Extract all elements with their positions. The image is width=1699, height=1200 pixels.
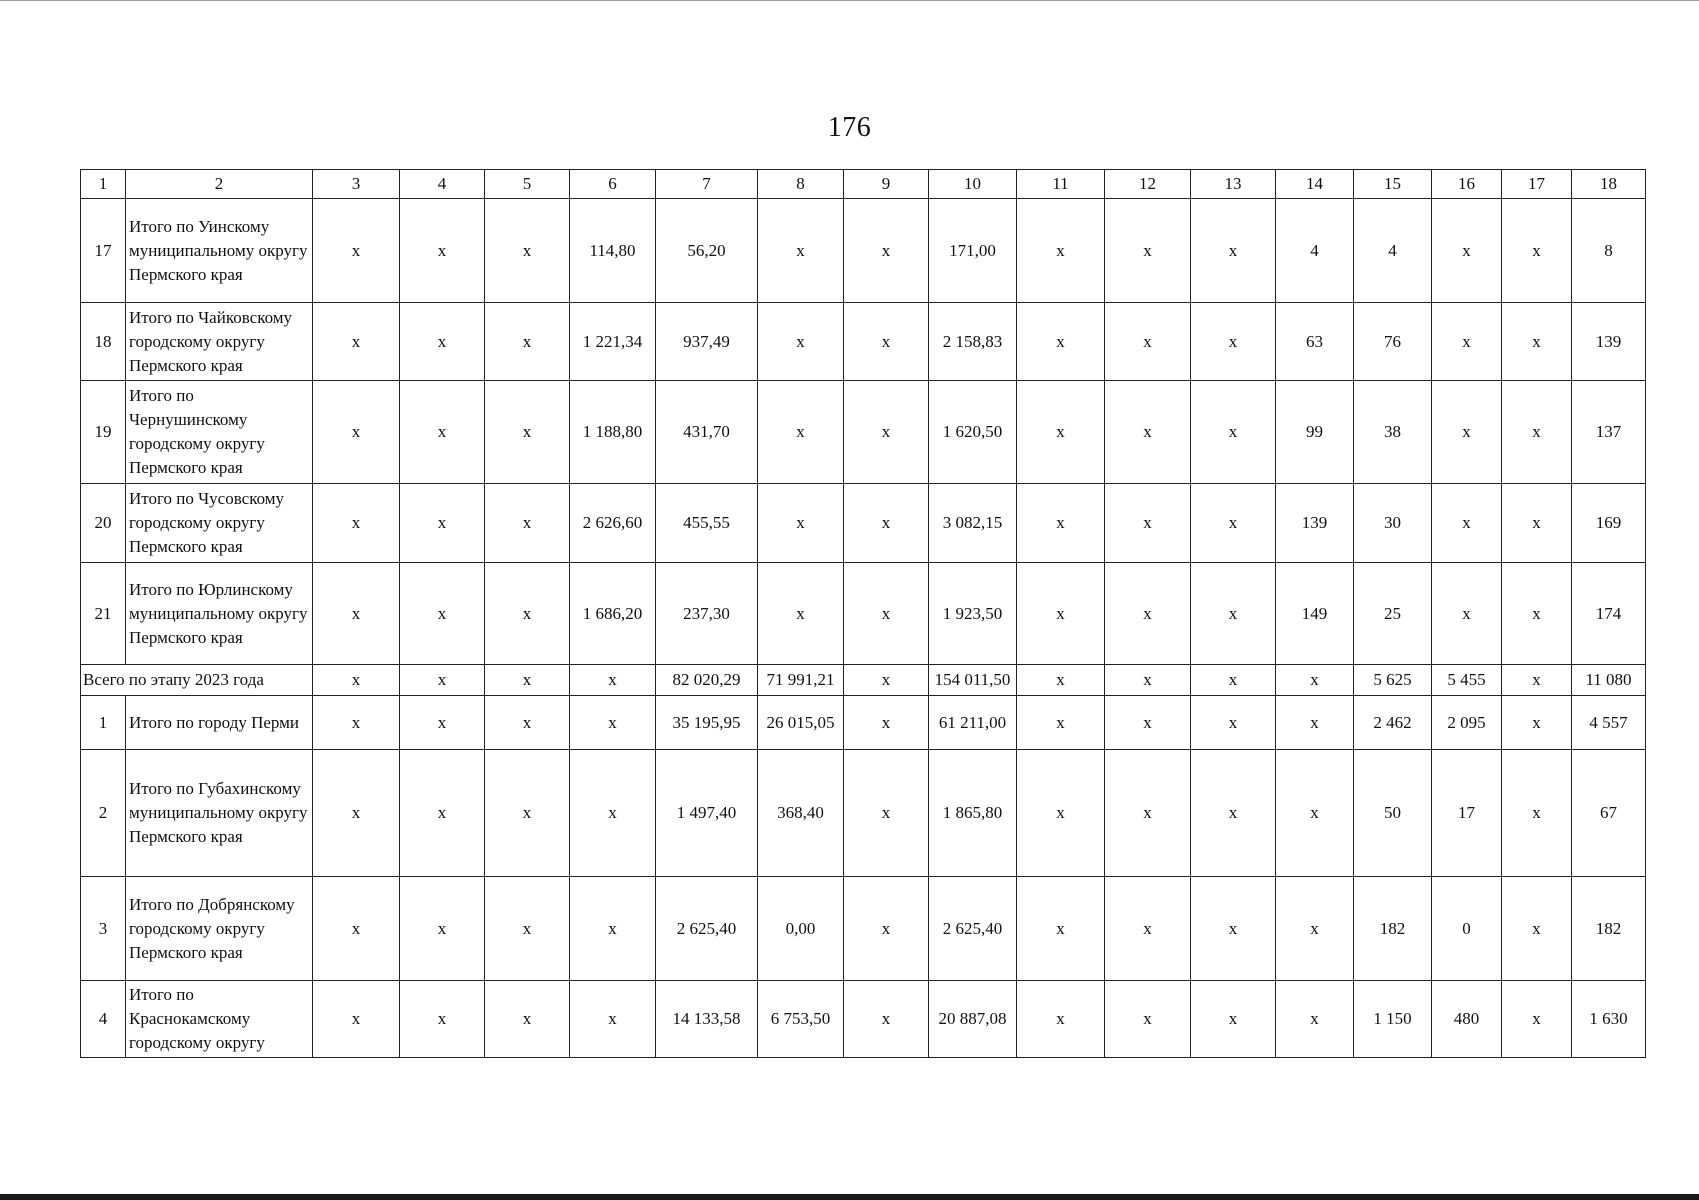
- territory-name: Итого по Чайковскому городскому округу Пермского края: [126, 303, 313, 381]
- cell: 8: [1572, 199, 1646, 303]
- table-row: [81, 563, 1646, 665]
- cell: x: [400, 665, 485, 696]
- cell: x: [1017, 750, 1105, 877]
- cell: x: [1502, 877, 1572, 981]
- cell: x: [844, 981, 929, 1058]
- cell: x: [1017, 665, 1105, 696]
- table-row: [81, 199, 1646, 303]
- cell: x: [485, 563, 570, 665]
- scan-bottom-edge: [0, 1194, 1699, 1200]
- column-number-row: [81, 170, 1646, 199]
- cell: x: [400, 877, 485, 981]
- cell: x: [313, 484, 400, 563]
- row-number: 3: [81, 877, 126, 981]
- page-number: 176: [827, 112, 872, 143]
- cell: x: [400, 484, 485, 563]
- cell: x: [570, 981, 656, 1058]
- cell: x: [1276, 877, 1354, 981]
- cell: x: [1105, 484, 1191, 563]
- cell: 1 923,50: [929, 563, 1017, 665]
- cell: x: [1105, 199, 1191, 303]
- column-header: 11: [1017, 170, 1105, 199]
- cell: x: [1017, 696, 1105, 750]
- cell: 71 991,21: [758, 665, 844, 696]
- cell: 17: [1432, 750, 1502, 877]
- cell: x: [1105, 381, 1191, 484]
- cell: x: [844, 750, 929, 877]
- cell: 5 455: [1432, 665, 1502, 696]
- cell: x: [758, 303, 844, 381]
- row-number: 2: [81, 750, 126, 877]
- cell: x: [1017, 381, 1105, 484]
- cell: x: [400, 750, 485, 877]
- column-header: 9: [844, 170, 929, 199]
- cell: 1 620,50: [929, 381, 1017, 484]
- cell: x: [844, 665, 929, 696]
- cell: x: [1276, 750, 1354, 877]
- cell: 0,00: [758, 877, 844, 981]
- cell: x: [758, 381, 844, 484]
- cell: 174: [1572, 563, 1646, 665]
- cell: 2 625,40: [656, 877, 758, 981]
- cell: x: [1276, 665, 1354, 696]
- cell: x: [1191, 484, 1276, 563]
- row-number: 21: [81, 563, 126, 665]
- cell: 1 630: [1572, 981, 1646, 1058]
- cell: x: [485, 665, 570, 696]
- territory-name: Итого по Добрянскому городскому округу Пермского края: [126, 877, 313, 981]
- table-row: [81, 981, 1646, 1058]
- cell: 4: [1354, 199, 1432, 303]
- cell: 237,30: [656, 563, 758, 665]
- scan-top-edge: [0, 0, 1699, 1]
- column-header: 3: [313, 170, 400, 199]
- cell: 26 015,05: [758, 696, 844, 750]
- cell: 6 753,50: [758, 981, 844, 1058]
- cell: 368,40: [758, 750, 844, 877]
- cell: x: [400, 981, 485, 1058]
- cell: x: [313, 877, 400, 981]
- table-row: [81, 877, 1646, 981]
- cell: x: [313, 199, 400, 303]
- cell: 4: [1276, 199, 1354, 303]
- cell: x: [1502, 381, 1572, 484]
- cell: 1 188,80: [570, 381, 656, 484]
- cell: x: [313, 381, 400, 484]
- table-row: [81, 303, 1646, 381]
- cell: 937,49: [656, 303, 758, 381]
- cell: 139: [1276, 484, 1354, 563]
- column-header: 4: [400, 170, 485, 199]
- row-number: 4: [81, 981, 126, 1058]
- cell: 2 158,83: [929, 303, 1017, 381]
- territory-name: Итого по Уинскому муниципальному округу Пермского края: [126, 199, 313, 303]
- cell: x: [1017, 303, 1105, 381]
- column-header: 2: [126, 170, 313, 199]
- column-header: 12: [1105, 170, 1191, 199]
- column-header: 6: [570, 170, 656, 199]
- cell: x: [1432, 563, 1502, 665]
- cell: x: [1017, 484, 1105, 563]
- cell: 137: [1572, 381, 1646, 484]
- row-number: 19: [81, 381, 126, 484]
- cell: x: [844, 563, 929, 665]
- cell: 114,80: [570, 199, 656, 303]
- cell: x: [313, 303, 400, 381]
- cell: x: [1017, 563, 1105, 665]
- territory-name: Итого по Чернушинскому городскому округу Пермского края: [126, 381, 313, 484]
- row-number: 17: [81, 199, 126, 303]
- cell: x: [1191, 199, 1276, 303]
- cell: 35 195,95: [656, 696, 758, 750]
- cell: 1 497,40: [656, 750, 758, 877]
- total-label: Всего по этапу 2023 года: [81, 665, 313, 696]
- cell: x: [570, 750, 656, 877]
- cell: x: [570, 877, 656, 981]
- cell: x: [313, 696, 400, 750]
- cell: 61 211,00: [929, 696, 1017, 750]
- cell: x: [1191, 303, 1276, 381]
- cell: 2 626,60: [570, 484, 656, 563]
- column-header: 7: [656, 170, 758, 199]
- cell: x: [485, 381, 570, 484]
- cell: 3 082,15: [929, 484, 1017, 563]
- data-table: [80, 169, 1646, 1058]
- cell: 169: [1572, 484, 1646, 563]
- territory-name: Итого по Чусовскому городскому округу Пермского края: [126, 484, 313, 563]
- column-header: 8: [758, 170, 844, 199]
- cell: x: [1105, 877, 1191, 981]
- cell: x: [400, 696, 485, 750]
- cell: x: [1191, 563, 1276, 665]
- cell: 139: [1572, 303, 1646, 381]
- cell: x: [844, 303, 929, 381]
- cell: x: [1432, 381, 1502, 484]
- cell: 82 020,29: [656, 665, 758, 696]
- column-header: 13: [1191, 170, 1276, 199]
- cell: 1 150: [1354, 981, 1432, 1058]
- cell: x: [1017, 877, 1105, 981]
- cell: 56,20: [656, 199, 758, 303]
- cell: 455,55: [656, 484, 758, 563]
- cell: x: [1502, 696, 1572, 750]
- cell: x: [1191, 877, 1276, 981]
- cell: x: [570, 696, 656, 750]
- cell: 0: [1432, 877, 1502, 981]
- cell: x: [1105, 750, 1191, 877]
- cell: 63: [1276, 303, 1354, 381]
- cell: x: [1105, 303, 1191, 381]
- column-header: 18: [1572, 170, 1646, 199]
- cell: x: [1105, 665, 1191, 696]
- cell: x: [758, 563, 844, 665]
- territory-name: Итого по городу Перми: [126, 696, 313, 750]
- row-number: 1: [81, 696, 126, 750]
- cell: x: [313, 563, 400, 665]
- column-header: 5: [485, 170, 570, 199]
- cell: x: [1017, 199, 1105, 303]
- total-row: [81, 665, 1646, 696]
- cell: x: [485, 696, 570, 750]
- table-row: [81, 696, 1646, 750]
- cell: x: [1017, 981, 1105, 1058]
- cell: x: [844, 696, 929, 750]
- cell: x: [485, 484, 570, 563]
- cell: x: [1502, 665, 1572, 696]
- cell: x: [400, 303, 485, 381]
- cell: x: [844, 484, 929, 563]
- column-header: 14: [1276, 170, 1354, 199]
- cell: x: [400, 199, 485, 303]
- table-row: [81, 750, 1646, 877]
- cell: x: [1105, 696, 1191, 750]
- cell: x: [1502, 303, 1572, 381]
- cell: x: [844, 877, 929, 981]
- cell: x: [400, 381, 485, 484]
- cell: 182: [1354, 877, 1432, 981]
- cell: 2 625,40: [929, 877, 1017, 981]
- cell: x: [1432, 484, 1502, 563]
- cell: x: [1432, 199, 1502, 303]
- cell: 25: [1354, 563, 1432, 665]
- cell: 149: [1276, 563, 1354, 665]
- cell: x: [485, 981, 570, 1058]
- row-number: 20: [81, 484, 126, 563]
- column-header: 15: [1354, 170, 1432, 199]
- cell: 1 221,34: [570, 303, 656, 381]
- cell: 1 865,80: [929, 750, 1017, 877]
- cell: 76: [1354, 303, 1432, 381]
- cell: 2 462: [1354, 696, 1432, 750]
- cell: x: [400, 563, 485, 665]
- cell: x: [1276, 981, 1354, 1058]
- cell: 154 011,50: [929, 665, 1017, 696]
- cell: 480: [1432, 981, 1502, 1058]
- cell: x: [485, 877, 570, 981]
- cell: 20 887,08: [929, 981, 1017, 1058]
- cell: x: [485, 303, 570, 381]
- cell: x: [1502, 563, 1572, 665]
- row-number: 18: [81, 303, 126, 381]
- cell: x: [1105, 563, 1191, 665]
- cell: x: [844, 199, 929, 303]
- territory-name: Итого по Краснокамскому городскому округу: [126, 981, 313, 1058]
- table-row: [81, 381, 1646, 484]
- cell: 171,00: [929, 199, 1017, 303]
- cell: x: [313, 750, 400, 877]
- cell: 2 095: [1432, 696, 1502, 750]
- cell: x: [1105, 981, 1191, 1058]
- cell: x: [1502, 750, 1572, 877]
- table-row: [81, 484, 1646, 563]
- cell: 14 133,58: [656, 981, 758, 1058]
- cell: 30: [1354, 484, 1432, 563]
- cell: 4 557: [1572, 696, 1646, 750]
- cell: x: [485, 199, 570, 303]
- cell: x: [1276, 696, 1354, 750]
- cell: 5 625: [1354, 665, 1432, 696]
- cell: 38: [1354, 381, 1432, 484]
- cell: 1 686,20: [570, 563, 656, 665]
- cell: 50: [1354, 750, 1432, 877]
- territory-name: Итого по Юрлинскому муниципальному округу Пермского края: [126, 563, 313, 665]
- column-header: 10: [929, 170, 1017, 199]
- cell: x: [1502, 484, 1572, 563]
- column-header: 17: [1502, 170, 1572, 199]
- cell: x: [844, 381, 929, 484]
- cell: 182: [1572, 877, 1646, 981]
- cell: x: [313, 981, 400, 1058]
- cell: 11 080: [1572, 665, 1646, 696]
- cell: 67: [1572, 750, 1646, 877]
- cell: x: [1502, 199, 1572, 303]
- cell: x: [313, 665, 400, 696]
- cell: 431,70: [656, 381, 758, 484]
- cell: x: [1432, 303, 1502, 381]
- territory-name: Итого по Губахинскому муниципальному округу Пермского края: [126, 750, 313, 877]
- cell: 99: [1276, 381, 1354, 484]
- column-header: 16: [1432, 170, 1502, 199]
- cell: x: [758, 484, 844, 563]
- cell: x: [570, 665, 656, 696]
- cell: x: [1191, 981, 1276, 1058]
- cell: x: [1191, 665, 1276, 696]
- column-header: 1: [81, 170, 126, 199]
- cell: x: [1191, 381, 1276, 484]
- cell: x: [1191, 750, 1276, 877]
- cell: x: [485, 750, 570, 877]
- cell: x: [758, 199, 844, 303]
- cell: x: [1502, 981, 1572, 1058]
- cell: x: [1191, 696, 1276, 750]
